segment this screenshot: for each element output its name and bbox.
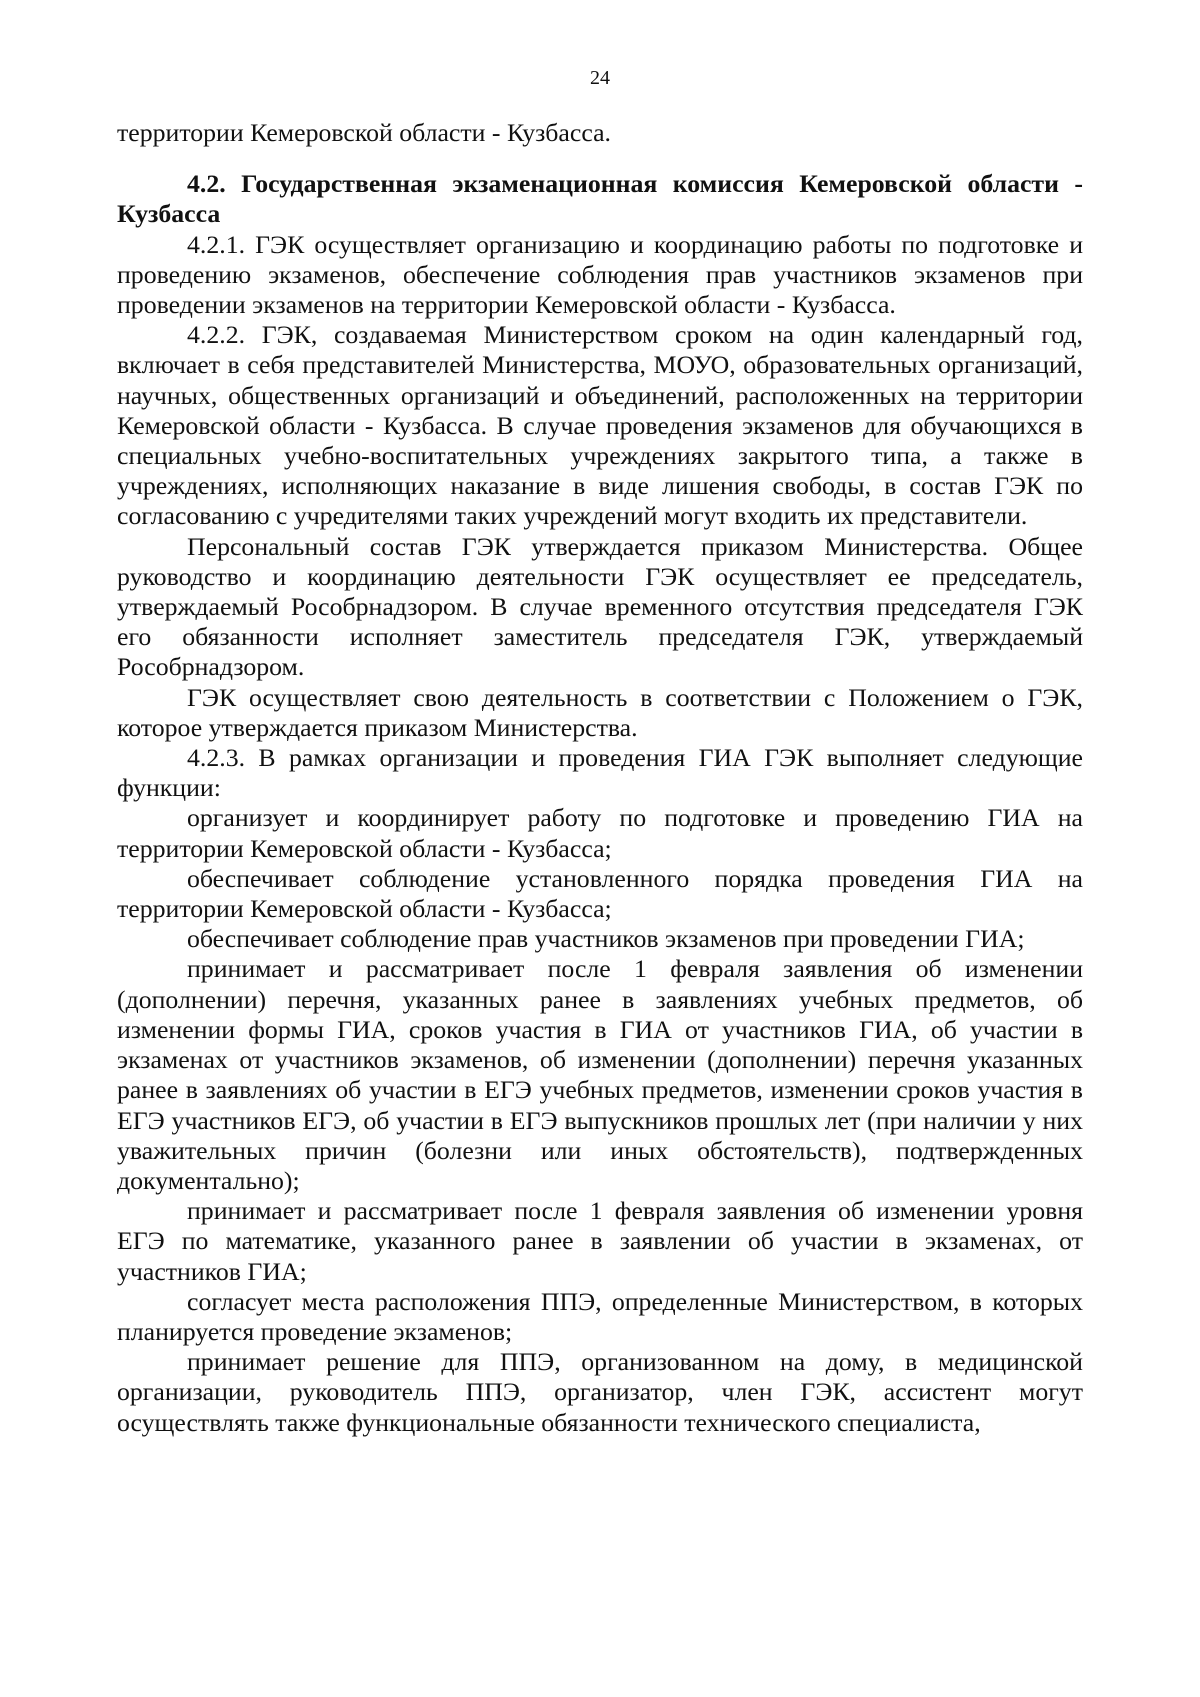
section-heading-4-2: 4.2. Государственная экзаменационная комиссия Кемеровской области - Кузбасса xyxy=(117,169,1083,229)
paragraph-gek-activity: ГЭК осуществляет свою деятельность в соответствии с Положением о ГЭК, которое утверждается приказом Министерства. xyxy=(117,682,1083,742)
paragraph-4-2-1: 4.2.1. ГЭК осуществляет организацию и координацию работы по подготовке и проведению экзаменов, обеспечение соблюдения прав участников экзаменов при проведении экзаменов на территории Кемеровской области - Кузбасса. xyxy=(117,229,1083,320)
paragraph-continuation: территории Кемеровской области - Кузбасса. xyxy=(117,118,611,147)
function-item: принимает и рассматривает после 1 февраля заявления об изменении (дополнении) перечня, указанных ранее в заявлениях учебных предметов, об изменении формы ГИА, сроков участия в ГИА от участников ГИА, об участии в экзаменах от участников экзаменов, об изменении (дополнении) перечня указанных ранее в заявлениях об участии в ЕГЭ учебных предметов, изменении сроков участия в ЕГЭ участников ЕГЭ, об участии в ЕГЭ выпускников прошлых лет (при наличии у них уважительных причин (болезни или иных обстоятельств), подтвержденных документально); xyxy=(117,954,1083,1195)
function-item: обеспечивает соблюдение установленного порядка проведения ГИА на территории Кемеровской области - Кузбасса; xyxy=(117,863,1083,924)
paragraph-personal-composition: Персональный состав ГЭК утверждается приказом Министерства. Общее руководство и координацию деятельности ГЭК осуществляет ее председатель, утверждаемый Рособрнадзором. В случае временного отсутствия председателя ГЭК его обязанности исполняет заместитель председателя ГЭК, утверждаемый Рособрнадзором. xyxy=(117,531,1083,682)
page-number: 24 xyxy=(590,67,610,89)
function-item: принимает и рассматривает после 1 февраля заявления об изменении уровня ЕГЭ по математике, указанного ранее в заявлении об участии в экзаменах, от участников ГИА; xyxy=(117,1196,1083,1286)
function-item: согласует места расположения ППЭ, определенные Министерством, в которых планируется проведение экзаменов; xyxy=(117,1286,1083,1346)
function-item: обеспечивает соблюдение прав участников экзаменов при проведении ГИА; xyxy=(187,924,1025,954)
function-item: организует и координирует работу по подготовке и проведению ГИА на территории Кемеровской области - Кузбасса; xyxy=(117,803,1083,863)
paragraph-4-2-3: 4.2.3. В рамках организации и проведения ГИА ГЭК выполняет следующие функции: xyxy=(117,743,1083,803)
function-item: принимает решение для ППЭ, организованном на дому, в медицинской организации, руководитель ППЭ, организатор, член ГЭК, ассистент могут осуществлять также функциональные обязанности технического специалиста, xyxy=(117,1347,1083,1437)
paragraph-4-2-2: 4.2.2. ГЭК, создаваемая Министерством сроком на один календарный год, включает в себя представителей Министерства, МОУО, образовательных организаций, научных, общественных организаций и объединений, расположенных на территории Кемеровской области - Кузбасса. В случае проведения экзаменов для обучающихся в специальных учебно-воспитательных учреждениях закрытого типа, а также в учреждениях, исполняющих наказание в виде лишения свободы, в состав ГЭК по согласованию с учредителями таких учреждений могут входить их представители. xyxy=(117,320,1083,531)
document-body xyxy=(117,118,1083,1438)
